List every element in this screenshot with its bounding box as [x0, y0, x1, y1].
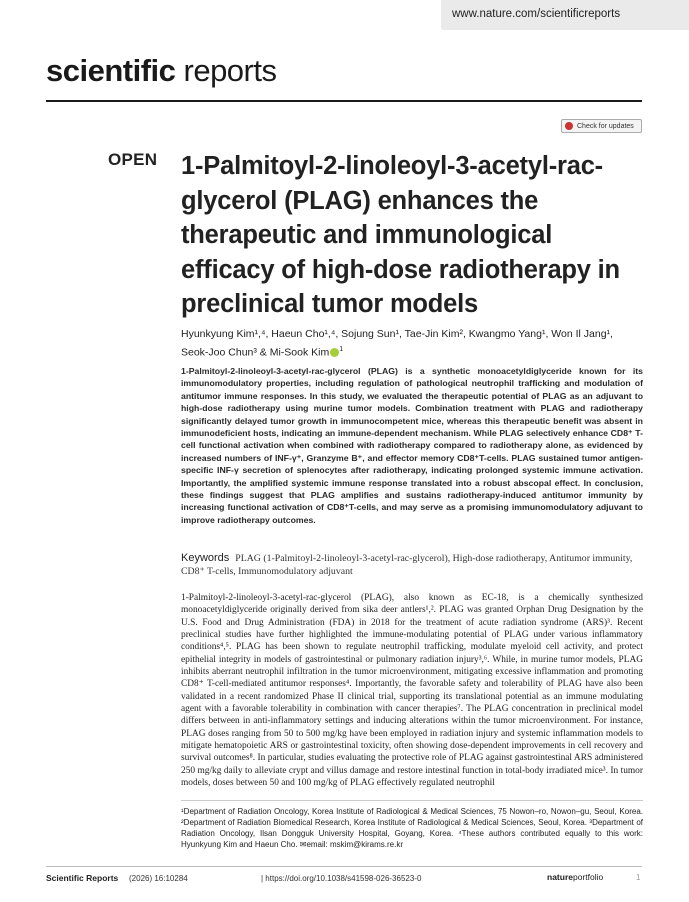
check-updates-button[interactable]	[561, 119, 642, 133]
body-text: 1-Palmitoyl-2-linoleoyl-3-acetyl-rac-glycerol (PLAG), also known as EC-18, is a chemically synthesized monoacetyldiglyceride originally derived from sika deer antlers¹,². PLAG was granted Orphan Drug Designation by the U.S. Food and Drug Administration (FDA) in 2018 for the treatment of acute radiation syndrome (ARS)³. Recent preclinical studies have further highlighted the immune-modulating potential of PLAG under various inflammatory conditions⁴,⁵. PLAG has been shown to regulate neutrophil trafficking, modulate myeloid cell activity, and protect epithelial integrity in models of gastrointestinal or pulmonary radiation injury³,⁶. While, in murine tumor models, PLAG inhibits aberrant neutrophil infiltration in the tumor microenvironment, mitigating excessive inflammation and promoting CD8⁺ T-cell-mediated antitumor responses⁴. Importantly, the favorable safety and tolerability of PLAG have also been validated in a recent randomized Phase II clinical trial, supporting its translational potential as an immune modulating agent with a favorable tolerability in combination with cancer therapies⁷. The PLAG concentration in preclinical model differs between in anti-inflammatory settings and inducing alterations within the tumor microenvironment. For instance, PLAG doses ranging from 50 to 500 mg/kg have been employed in radiation injury and systemic inflammation models to mitigate hematopoietic ARS or gastrointestinal toxicity, often showing dose-dependent improvements in cell recovery and survival outcomes⁸. In particular, studies evaluating the protective role of PLAG against gastrointestinal ARS administered 250 mg/kg daily to alleviate crypt and villus damage and restore intestinal function in total-body irradiated mice³. In tumor models, doses between 50 and 100 mg/kg of PLAG effectively regulated neutrophil	[181, 593, 643, 789]
author-list	[181, 326, 651, 361]
footnote-divider	[181, 800, 643, 801]
logo-scientific: scientific	[46, 53, 176, 88]
authors-line-1: Hyunkyung Kim¹,⁴, Haeun Cho¹,⁴, Sojung Sun¹, Tae-Jin Kim², Kwangmo Yang¹, Won Il Jang¹,	[181, 328, 613, 340]
keywords-text: PLAG (1-Palmitoyl-2-linoleoyl-3-acetyl-rac-glycerol), High-dose radiotherapy, Antitumor immunity, CD8⁺ T-cells, Immunomodulatory adjuvant	[181, 553, 633, 577]
author-affiliation-sup: 1	[339, 346, 344, 353]
journal-logo[interactable]	[46, 53, 277, 89]
keywords	[181, 552, 643, 578]
publisher-regular: portfolio	[572, 872, 604, 882]
page-number: 1	[636, 873, 641, 882]
check-updates-label: Check for updates	[577, 123, 634, 130]
publisher-logo	[547, 872, 603, 882]
orcid-icon[interactable]	[330, 348, 339, 357]
logo-reports: reports	[175, 53, 277, 88]
journal-url[interactable]: www.nature.com/scientificreports	[452, 8, 621, 20]
keywords-label: Keywords	[181, 552, 230, 564]
footer-journal: Scientific Reports	[46, 873, 119, 883]
crossmark-icon	[565, 122, 573, 130]
affiliations-footnote: ¹Department of Radiation Oncology, Korea Institute of Radiological & Medical Sciences, 75 Nowon–ro, Nowon–gu, Seoul, Korea. ²Department of Radiation Biomedical Research, Korea Institute of Radiological & Medical Sciences, Seoul, Korea. ³Department of Radiation Oncology, Ilsan Dongguk University Hospital, Goyang, Korea. ⁴These authors contributed equally to this work: Hyunkyung Kim and Haeun Cho. ✉email: mskim@kirams.re.kr	[181, 807, 643, 849]
footer-doi-link[interactable]: | https://doi.org/10.1038/s41598-026-36523-0	[261, 874, 422, 883]
footer-citation: (2026) 16:10284	[129, 874, 188, 883]
authors-line-2[interactable]: Seok-Joo Chun³ & Mi-Sook Kim	[181, 346, 330, 359]
publisher-bold: nature	[547, 872, 573, 882]
abstract: 1-Palmitoyl-2-linoleoyl-3-acetyl-rac-glycerol (PLAG) is a synthetic monoacetyldiglyceride known for its immunomodulatory properties, including regulation of pathological neutrophil trafficking and modulation of antitumor immune responses. In this study, we evaluated the therapeutic potential of PLAG as an adjuvant to high-dose radiotherapy using murine tumor models. Combination treatment with PLAG and radiotherapy significantly delayed tumor growth in immunocompetent mice, whereas this therapeutic benefit was absent in immunodeficient hosts, indicating an immune-dependent mechanism. While PLAG selectively enhance CD8⁺ T-cell functional activation when combined with radiotherapy compared to radiotherapy alone, as evidenced by increased numbers of INF-γ⁺, Granzyme B⁺, and effector memory CD8⁺T-cells. PLAG sustained tumor antigen-specific INF-γ secretion of splenocytes after radiotherapy, indicating prolonged systemic immune activation. Importantly, the amplified systemic immune response translated into a robust abscopal effect. In conclusion, these findings suggest that PLAG amplifies and sustains radiotherapy-induced antitumor immunity by increasing functional activation of CD8⁺T-cells, and may serve as a promising immunomodulatory adjuvant to improve radiotherapy outcomes.	[181, 366, 643, 525]
footer-divider	[46, 866, 642, 867]
open-access-label: OPEN	[108, 150, 158, 169]
article-title: 1-Palmitoyl-2-linoleoyl-3-acetyl-rac-glycerol (PLAG) enhances the therapeutic and immunological efficacy of high-dose radiotherapy in preclinical tumor models	[181, 152, 620, 318]
url-tab[interactable]	[441, 0, 689, 30]
header-divider	[46, 100, 642, 102]
